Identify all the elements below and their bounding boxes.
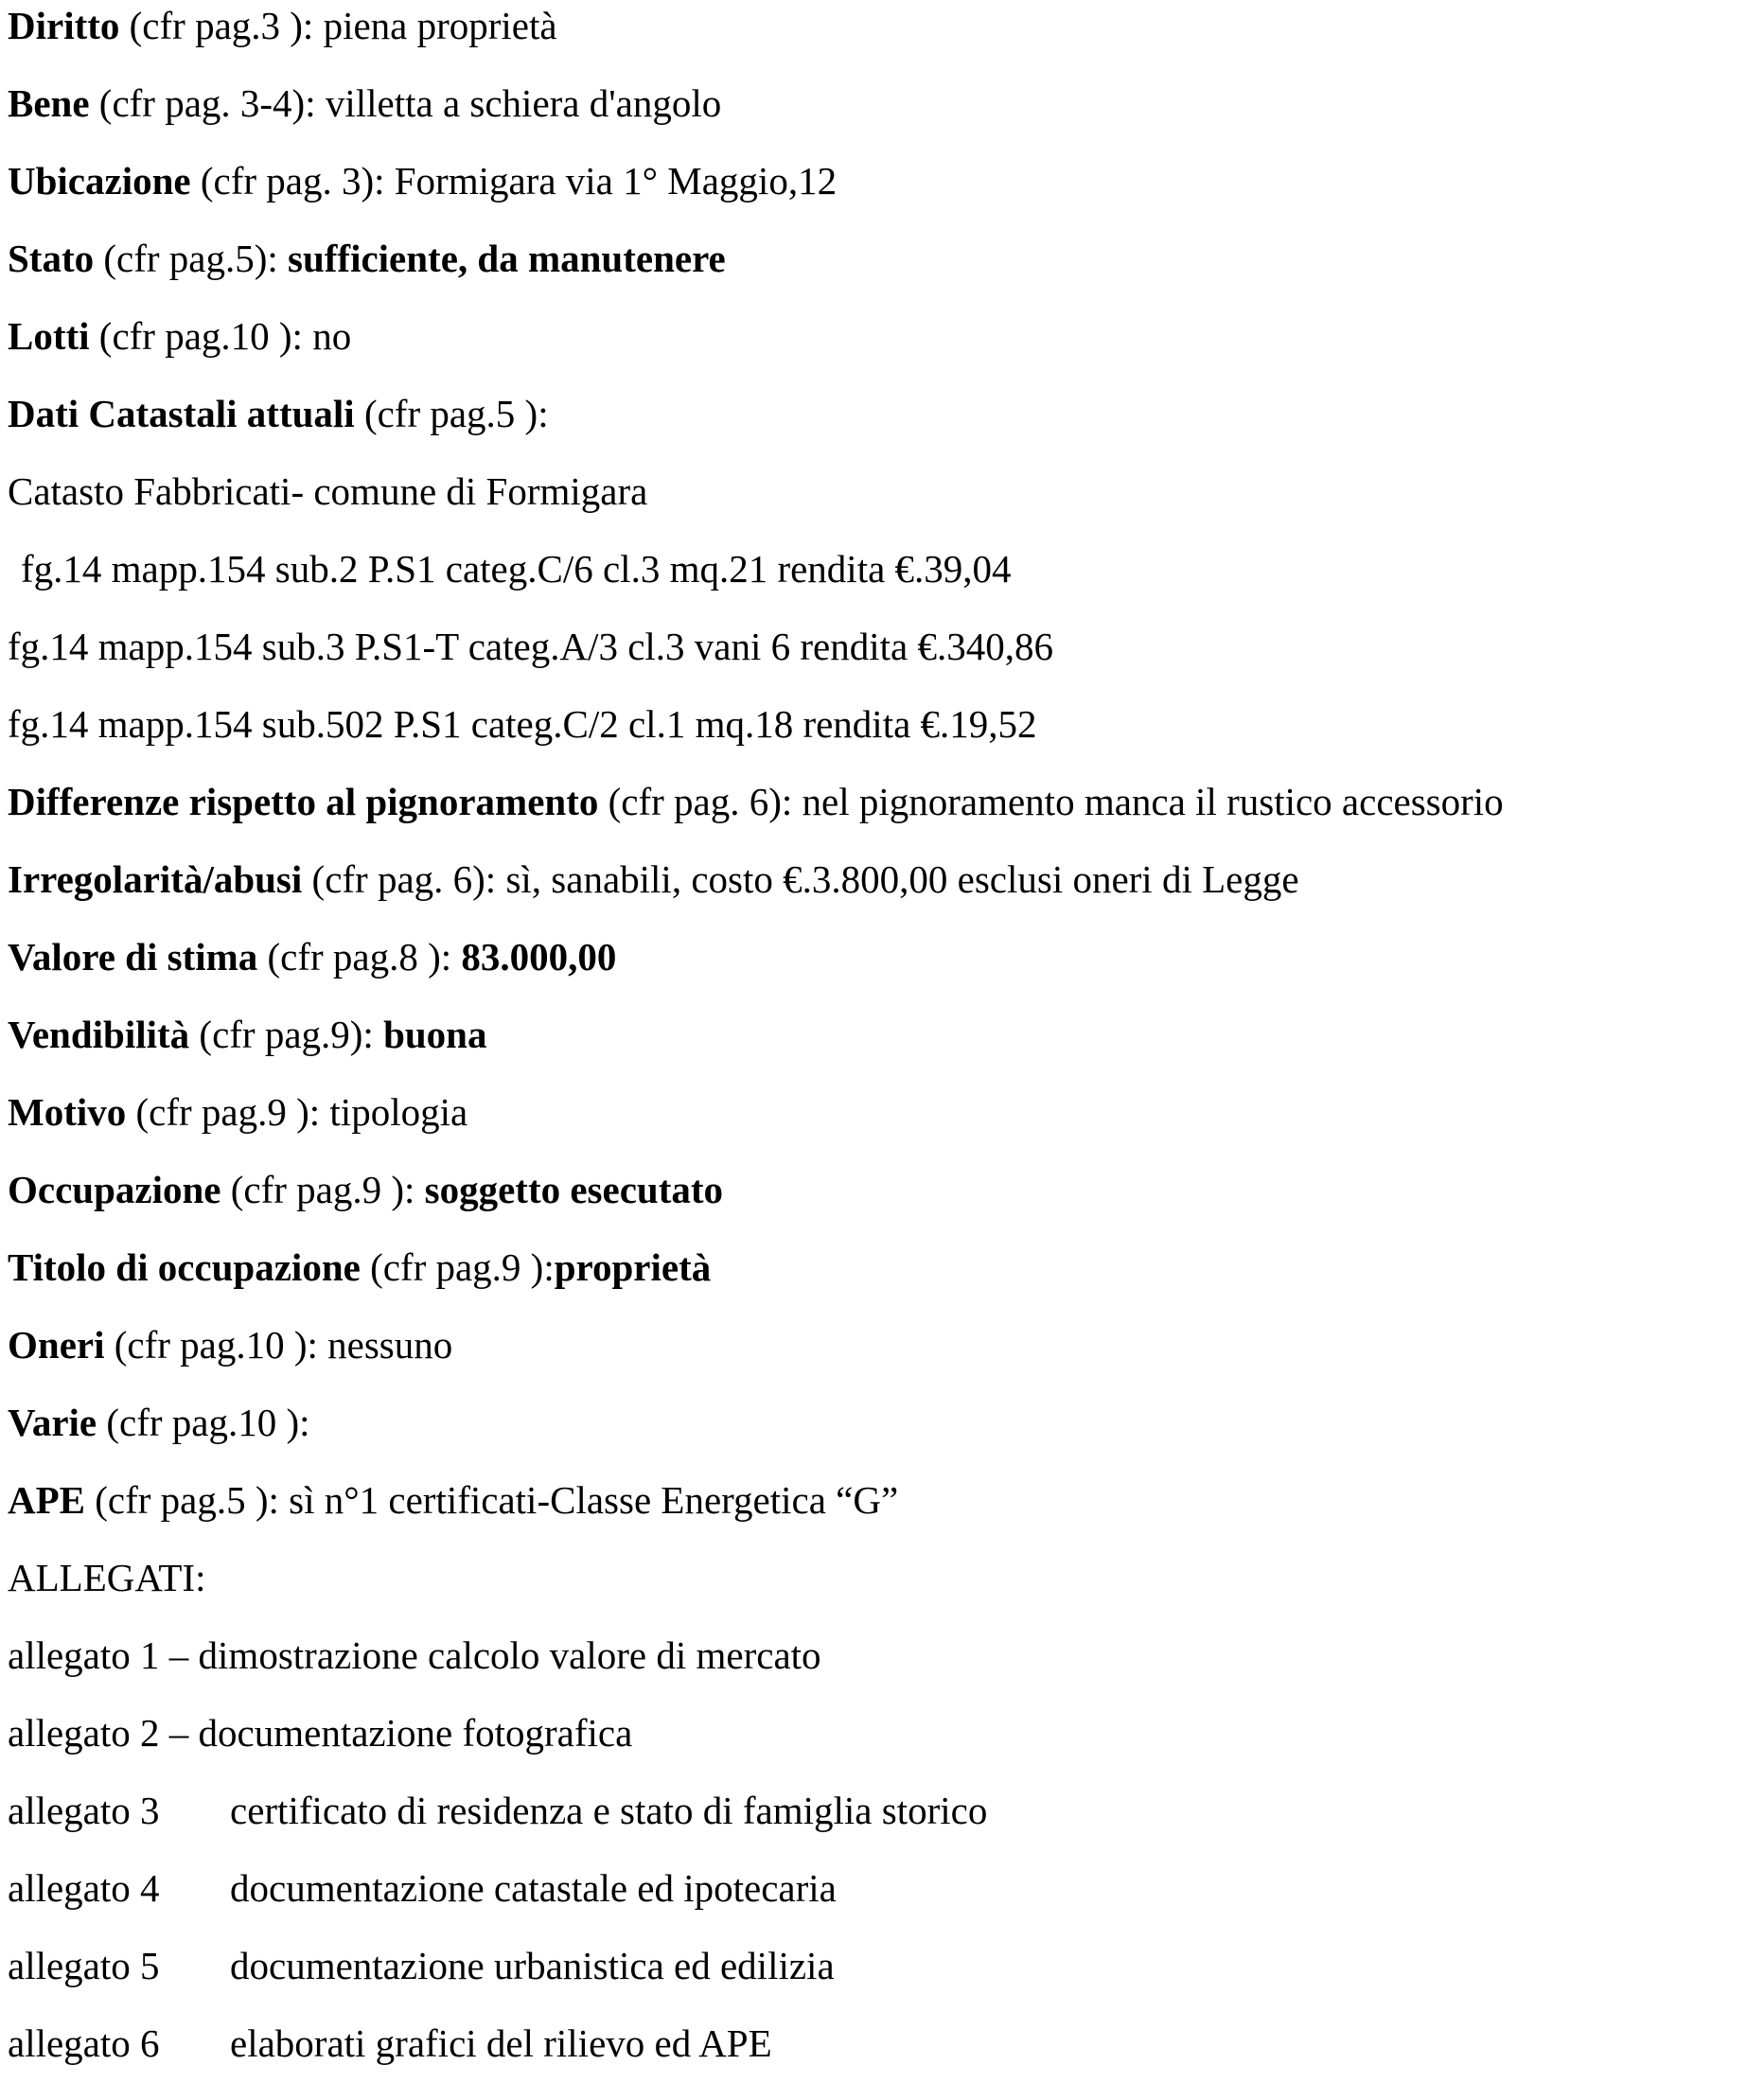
field-value: nessuno: [327, 1323, 453, 1367]
field-label: Varie: [8, 1401, 97, 1444]
allegati-heading: ALLEGATI:: [8, 1556, 206, 1599]
allegato-text: documentazione fotografica: [198, 1711, 633, 1755]
field-value: Formigara via 1° Maggio,12: [394, 159, 838, 203]
allegato-item: [8, 1709, 632, 1756]
field-label: Oneri: [8, 1323, 105, 1367]
field-ref: (cfr pag.9):: [189, 1013, 384, 1056]
field-value: no: [312, 314, 352, 358]
allegato-text: certificato di residenza e stato di famiglia storico: [230, 1789, 988, 1832]
field-label: Differenze rispetto al pignoramento: [8, 780, 599, 823]
field-diritto: [8, 2, 557, 49]
field-value: nel pignoramento manca il rustico accessorio: [802, 780, 1504, 823]
allegato-label: allegato 4: [8, 1866, 160, 1910]
field-value: villetta a schiera d'angolo: [325, 81, 722, 125]
allegato-separator: –: [159, 1711, 199, 1755]
field-label: Stato: [8, 237, 95, 280]
allegato-label: allegato 3: [8, 1789, 160, 1832]
field-label: APE: [8, 1478, 85, 1522]
field-irregolarita: [8, 856, 1299, 903]
field-label: Occupazione: [8, 1168, 221, 1211]
catasto-entry: fg.14 mapp.154 sub.2 P.S1 categ.C/6 cl.3 mq.21 rendita €.39,04: [21, 547, 1012, 591]
field-value: piena proprietà: [323, 4, 557, 47]
field-value: soggetto esecutato: [424, 1168, 724, 1211]
field-ref: (cfr pag.9 ):: [126, 1090, 330, 1134]
field-ape: [8, 1476, 898, 1524]
field-label: Ubicazione: [8, 159, 191, 203]
field-label: Valore di stima: [8, 935, 258, 979]
field-ref: (cfr pag.10 ):: [97, 1401, 310, 1444]
field-value: proprietà: [554, 1245, 712, 1289]
field-ref: (cfr pag.3 ):: [119, 4, 324, 47]
field-varie: [8, 1399, 310, 1446]
field-stato: [8, 235, 726, 282]
field-ref: (cfr pag. 6):: [302, 857, 506, 901]
field-dati-catastali: [8, 390, 549, 437]
allegato-item: [8, 2020, 772, 2067]
field-ref: (cfr pag.9 ):: [360, 1245, 555, 1289]
field-ubicazione: [8, 157, 837, 204]
field-ref: (cfr pag. 6):: [598, 780, 803, 823]
field-value: sì, sanabili, costo €.3.800,00 esclusi oneri di Legge: [505, 857, 1299, 901]
field-label: Bene: [8, 81, 90, 125]
field-lotti: [8, 312, 351, 360]
field-label: Irregolarità/abusi: [8, 857, 303, 901]
allegato-text: documentazione catastale ed ipotecaria: [230, 1866, 837, 1910]
field-label: Titolo di occupazione: [8, 1245, 361, 1289]
allegato-label: allegato 5: [8, 1944, 160, 1987]
field-valore-stima: [8, 933, 616, 980]
field-ref: (cfr pag.5 ):: [354, 392, 549, 435]
allegato-item: [8, 1942, 835, 1989]
allegato-label: allegato 1: [8, 1633, 160, 1677]
field-bene: [8, 79, 721, 127]
allegato-text: dimostrazione calcolo valore di mercato: [198, 1633, 821, 1677]
allegato-item: [8, 1787, 987, 1834]
allegato-text: elaborati grafici del rilievo ed APE: [230, 2021, 772, 2065]
field-differenze: [8, 778, 1504, 825]
field-vendibilita: [8, 1011, 487, 1058]
field-ref: (cfr pag. 3-4):: [89, 81, 326, 125]
field-value: 83.000,00: [461, 935, 617, 979]
field-value: sufficiente, da manutenere: [288, 237, 726, 280]
field-ref: (cfr pag.10 ):: [89, 314, 313, 358]
allegato-item: [8, 1864, 837, 1912]
field-oneri: [8, 1321, 452, 1368]
field-ref: (cfr pag.5):: [94, 237, 289, 280]
allegato-text: documentazione urbanistica ed edilizia: [230, 1944, 835, 1987]
field-label: Diritto: [8, 4, 120, 47]
catasto-entry: fg.14 mapp.154 sub.502 P.S1 categ.C/2 cl.1 mq.18 rendita €.19,52: [8, 702, 1037, 746]
field-ref: (cfr pag.5 ):: [85, 1478, 290, 1522]
field-value: tipologia: [329, 1090, 468, 1134]
field-ref: (cfr pag.10 ):: [104, 1323, 328, 1367]
allegato-separator: –: [159, 1633, 199, 1677]
allegato-label: allegato 2: [8, 1711, 160, 1755]
field-ref: (cfr pag.8 ):: [257, 935, 462, 979]
field-titolo-occupazione: [8, 1244, 711, 1291]
catasto-entry: fg.14 mapp.154 sub.3 P.S1-T categ.A/3 cl.3 vani 6 rendita €.340,86: [8, 625, 1053, 668]
catasto-heading: Catasto Fabbricati- comune di Formigara: [8, 469, 648, 513]
field-value: sì n°1 certificati-Classe Energetica “G”: [289, 1478, 899, 1522]
field-label: Motivo: [8, 1090, 127, 1134]
field-label: Lotti: [8, 314, 90, 358]
allegato-label: allegato 6: [8, 2021, 160, 2065]
field-motivo: [8, 1088, 467, 1136]
field-occupazione: [8, 1166, 723, 1213]
field-ref: (cfr pag.9 ):: [220, 1168, 425, 1211]
field-label: Vendibilità: [8, 1013, 190, 1056]
field-value: buona: [383, 1013, 487, 1056]
allegato-item: [8, 1632, 821, 1679]
field-label: Dati Catastali attuali: [8, 392, 355, 435]
field-ref: (cfr pag. 3):: [190, 159, 395, 203]
